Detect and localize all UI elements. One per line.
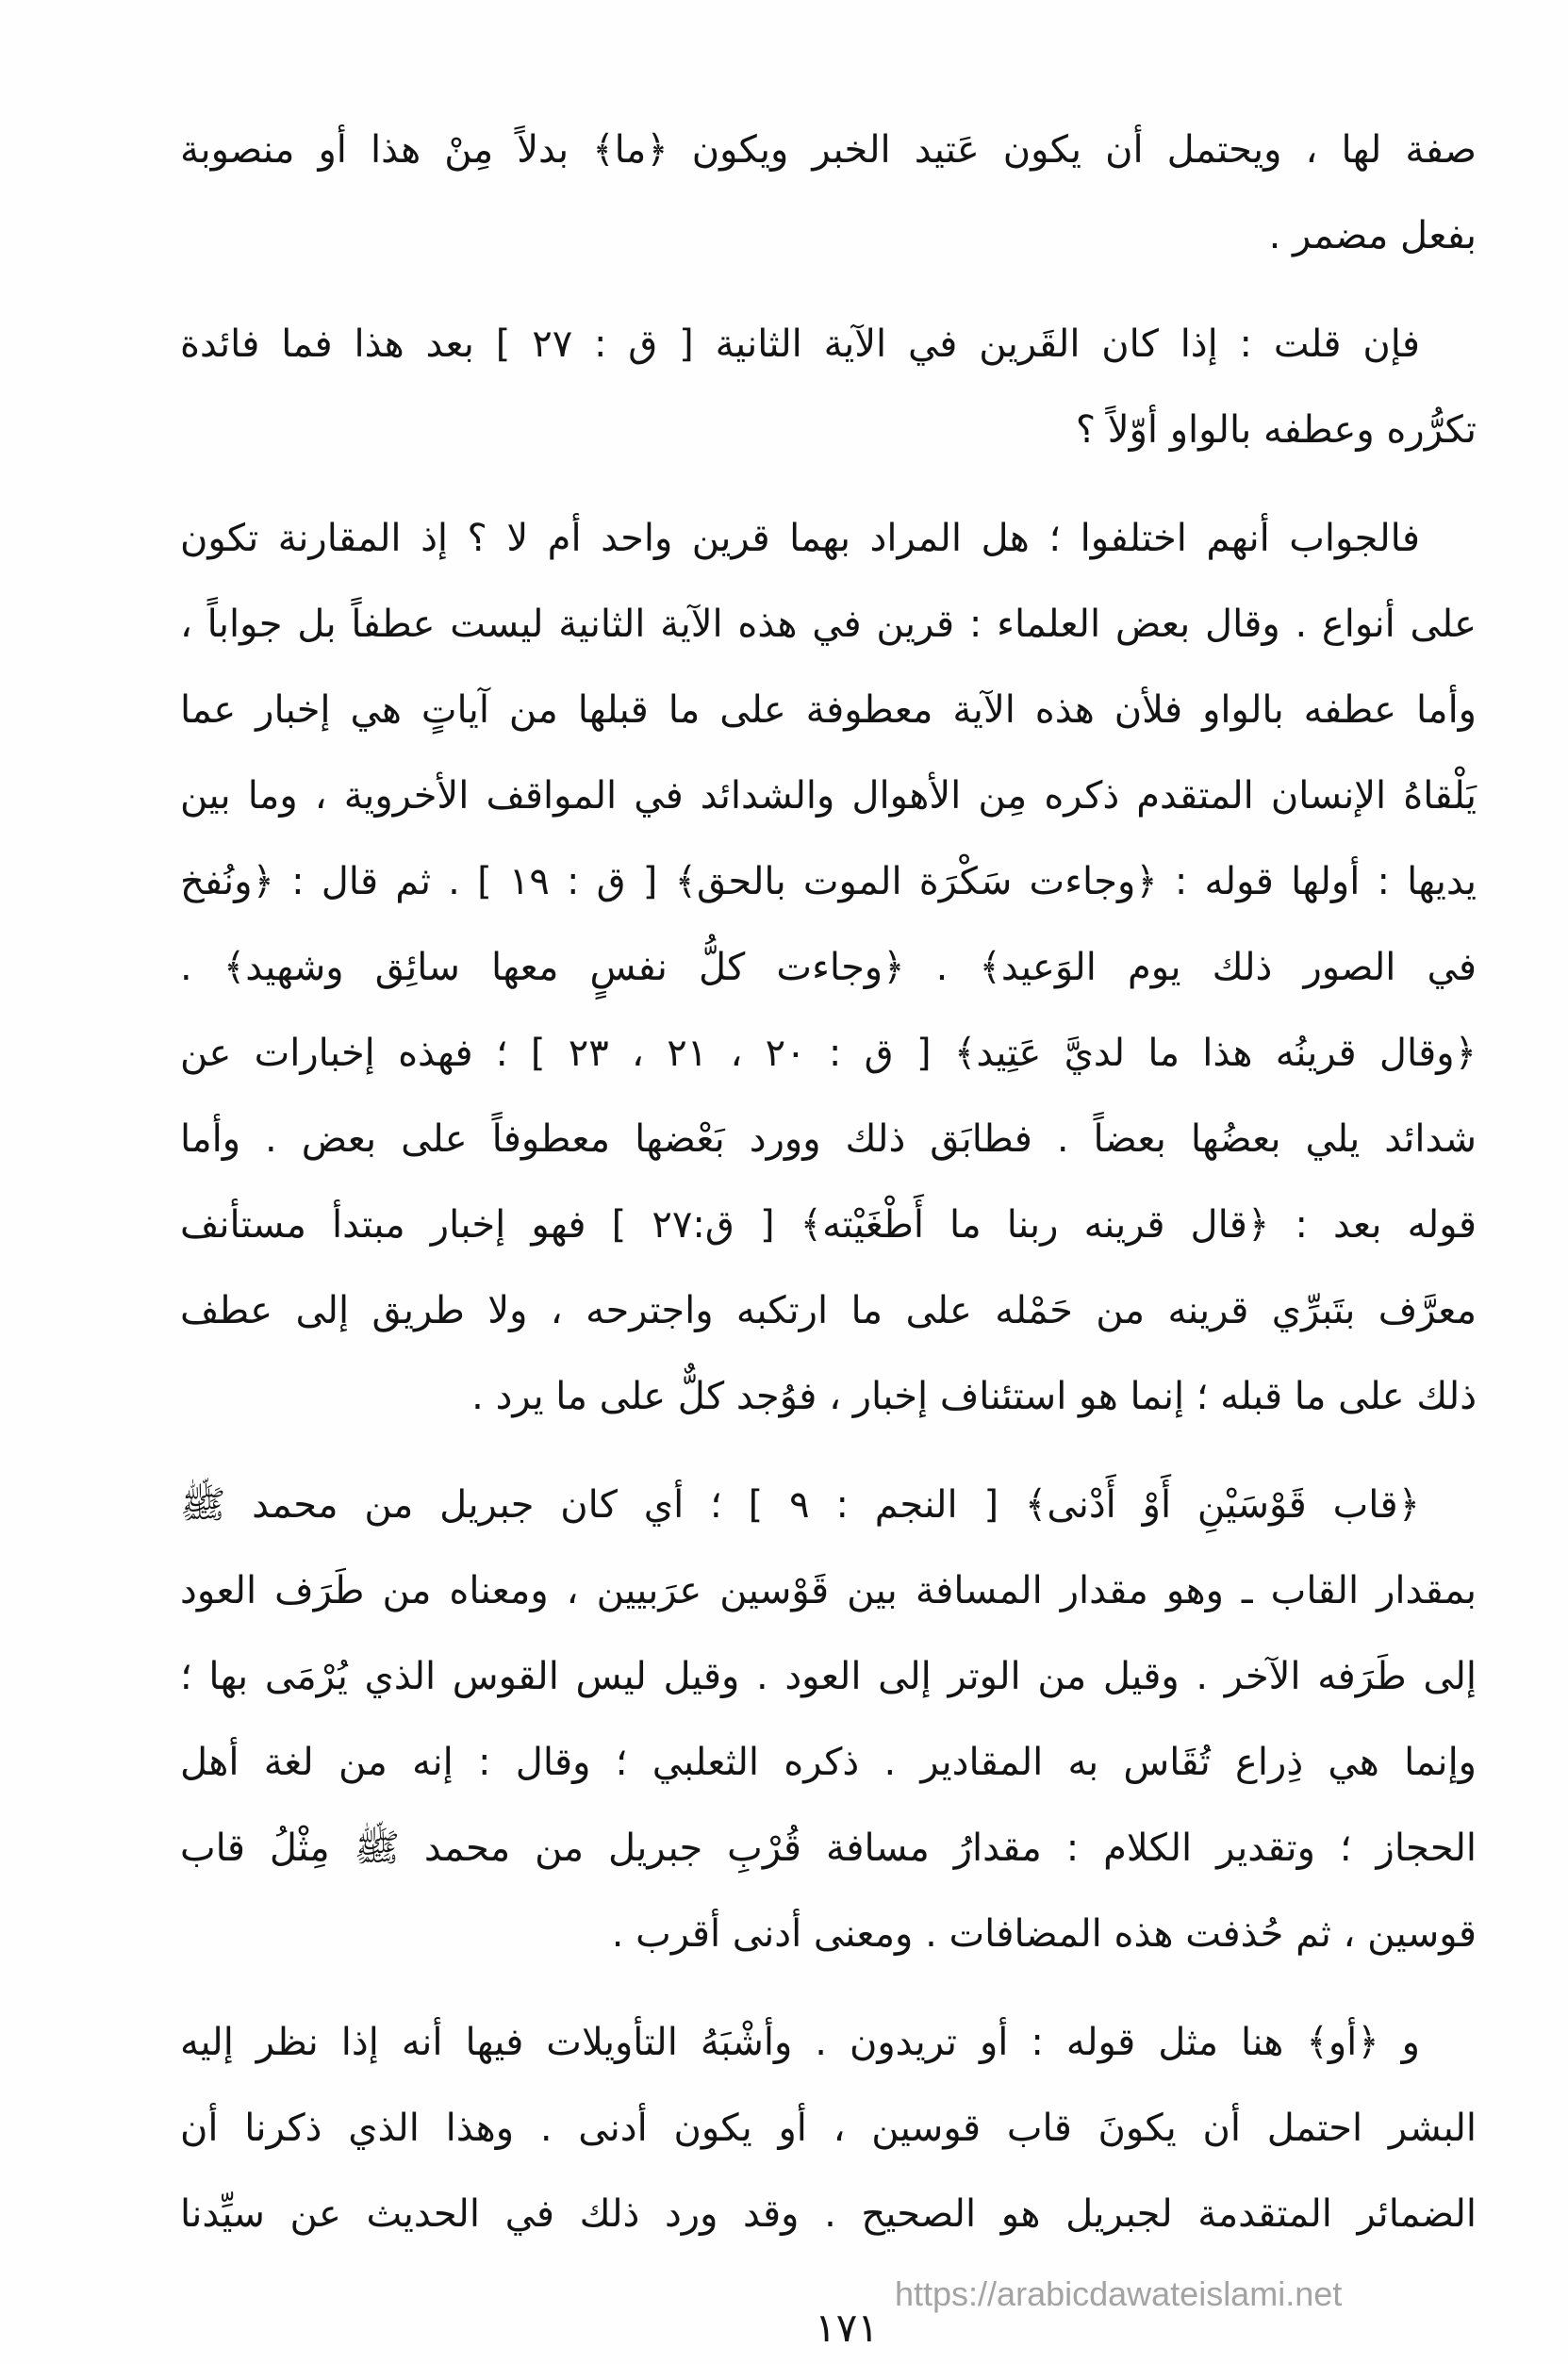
paragraph — [180, 1463, 1477, 1977]
text-line: على أنواع . وقال بعض العلماء : قرين في هذه الآية الثانية ليست عطفاً بل جواباً ، — [180, 603, 1477, 646]
text-line: ﴿قاب قَوْسَيْنِ أَوْ أَدْنى﴾ [ النجم : ٩ ] ؛ أي كان جبريل من محمد ﷺ — [180, 1483, 1421, 1527]
watermark-url: https://arabicdawateislami.net — [895, 2274, 1343, 2313]
text-line: تكرُّره وعطفه بالواو أوّلاً ؟ — [1075, 408, 1477, 452]
text-line: بمقدار القاب ـ وهو مقدار المسافة بين قَوْسين عرَبيين ، ومعناه من طَرَف العود — [180, 1569, 1477, 1612]
text-line: ذلك على ما قبله ؛ إنما هو استئناف إخبار ، فوُجد كلٌّ على ما يرد . — [471, 1375, 1477, 1418]
text-line: وإنما هي ذِراع تُقَاس به المقادير . ذكره الثعلبي ؛ وقال : إنه من لغة أهل — [180, 1741, 1477, 1784]
text-line: إلى طَرَفه الآخر . وقيل من الوتر إلى العود . وقيل ليس القوس الذي يُرْمَى بها ؛ — [180, 1655, 1477, 1698]
text-line: بفعل مضمر . — [1268, 214, 1477, 257]
page-number: ١٧١ — [815, 2305, 879, 2351]
paragraph — [180, 496, 1477, 1440]
text-line: شدائد يلي بعضُها بعضاً . فطابَق ذلك وورد بَعْضها معطوفاً على بعض . وأما — [180, 1117, 1477, 1161]
text-line: قوله بعد : ﴿قال قرينه ربنا ما أَطْغَيْته﴾ [ ق:٢٧ ] فهو إخبار مبتدأ مستأنف — [180, 1203, 1477, 1247]
text-line: ﴿وقال قرينُه هذا ما لديَّ عَتِيد﴾ [ ق : ٢٠ ، ٢١ ، ٢٣ ] ؛ فهذه إخبارات عن — [180, 1032, 1477, 1075]
text-line: يديها : أولها قوله : ﴿وجاءت سَكْرَة الموت بالحق﴾ [ ق : ١٩ ] . ثم قال : ﴿ونُفخ — [180, 860, 1477, 903]
text-line: وأما عطفه بالواو فلأن هذه الآية معطوفة على ما قبلها من آياتٍ هي إخبار عما — [180, 688, 1477, 732]
text-line: الضمائر المتقدمة لجبريل هو الصحيح . وقد ورد ذلك في الحديث عن سيِّدنا — [180, 2192, 1477, 2236]
text-line: في الصور ذلك يوم الوَعيد﴾ . ﴿وجاءت كلُّ نفسٍ معها سائِق وشهيد﴾ . — [180, 946, 1477, 989]
text-line: البشر احتمل أن يكونَ قاب قوسين ، أو يكون أدنى . وهذا الذي ذكرنا أن — [180, 2107, 1477, 2150]
text-line: صفة لها ، ويحتمل أن يكون عَتيد الخبر ويكون ﴿ما﴾ بدلاً مِنْ هذا أو منصوبة — [180, 128, 1477, 172]
paragraph — [180, 2000, 1477, 2257]
text-line: فإن قلت : إذا كان القَرين في الآية الثانية [ ق : ٢٧ ] بعد هذا فما فائدة — [180, 322, 1421, 366]
text-line: فالجواب أنهم اختلفوا ؛ هل المراد بهما قرين واحد أم لا ؟ إذ المقارنة تكون — [180, 517, 1420, 560]
text-line: قوسين ، ثم حُذفت هذه المضافات . ومعنى أدنى أقرب . — [611, 1912, 1477, 1956]
text-line: يَلْقاهُ الإنسان المتقدم ذكره مِن الأهوال والشدائد في المواقف الأخروية ، وما بين — [180, 774, 1477, 818]
paragraph — [180, 302, 1477, 473]
paragraph — [180, 107, 1477, 279]
text-line: معرَّف بتَبرِّي قرينه من حَمْله على ما ارتكبه واجترحه ، ولا طريق إلى عطف — [180, 1289, 1477, 1332]
text-line: و ﴿أو﴾ هنا مثل قوله : أو تريدون . وأشْبَهُ التأويلات فيها أنه إذا نظر إليه — [180, 2021, 1420, 2064]
body-text — [180, 107, 1477, 2257]
text-line: الحجاز ؛ وتقدير الكلام : مقدارُ مسافة قُرْبِ جبريل من محمد ﷺ مِثْلُ قاب — [180, 1827, 1477, 1870]
